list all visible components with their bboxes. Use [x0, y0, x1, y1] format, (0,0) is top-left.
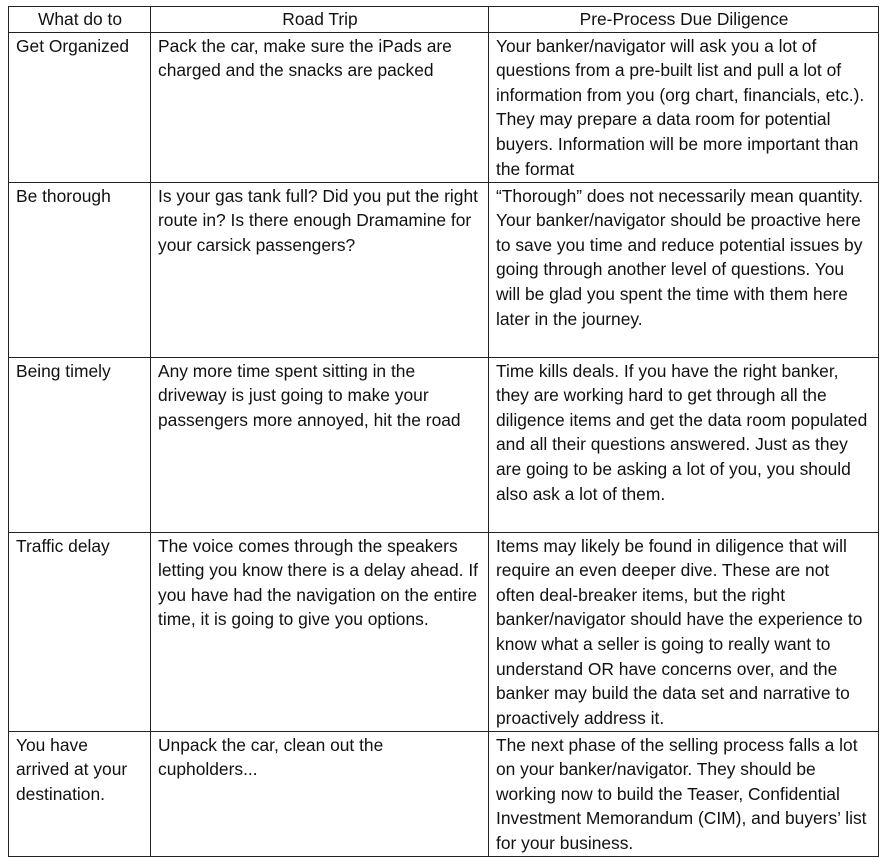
cell-diligence: The next phase of the selling process falls a lot on your banker/navigator. They should be working now to build the Teaser, Confidential Investment Memorandum (CIM), and buyers’ list for your business. — [489, 731, 879, 856]
cell-diligence: “Thorough” does not necessarily mean quantity. Your banker/navigator should be proactive here to save you time and reduce potential issues by going through another level of questions. You will be glad you spent the time with them here later in the journey. — [489, 182, 879, 357]
comparison-table — [8, 6, 879, 857]
cell-what: Being timely — [9, 357, 151, 532]
header-what-do-to: What do to — [9, 7, 151, 33]
cell-what: Traffic delay — [9, 532, 151, 731]
cell-what: Be thorough — [9, 182, 151, 357]
table-header-row — [9, 7, 879, 33]
comparison-table-container — [8, 6, 879, 857]
table-row — [9, 182, 879, 357]
header-road-trip: Road Trip — [151, 7, 489, 33]
cell-diligence: Time kills deals. If you have the right banker, they are working hard to get through all the diligence items and get the data room populated and all their questions answered. Just as they are going to be asking a lot of you, you should also ask a lot of them. — [489, 357, 879, 532]
table-row — [9, 731, 879, 856]
table-row — [9, 532, 879, 731]
header-pre-process-due-diligence: Pre-Process Due Diligence — [489, 7, 879, 33]
cell-diligence: Your banker/navigator will ask you a lot of questions from a pre-built list and pull a lot of information from you (org chart, financials, etc.). They may prepare a data room for potential buyers. Information will be more important than the format — [489, 32, 879, 182]
cell-what: Get Organized — [9, 32, 151, 182]
cell-road-trip: Any more time spent sitting in the driveway is just going to make your passengers more annoyed, hit the road — [151, 357, 489, 532]
cell-road-trip: The voice comes through the speakers letting you know there is a delay ahead. If you have had the navigation on the entire time, it is going to give you options. — [151, 532, 489, 731]
table-row — [9, 357, 879, 532]
table-row — [9, 32, 879, 182]
cell-diligence: Items may likely be found in diligence that will require an even deeper dive. These are not often deal-breaker items, but the right banker/navigator should have the experience to know what a seller is going to really want to understand OR have concerns over, and the banker may build the data set and narrative to proactively address it. — [489, 532, 879, 731]
cell-road-trip: Pack the car, make sure the iPads are charged and the snacks are packed — [151, 32, 489, 182]
cell-road-trip: Unpack the car, clean out the cupholders... — [151, 731, 489, 856]
cell-what: You have arrived at your destination. — [9, 731, 151, 856]
cell-road-trip: Is your gas tank full? Did you put the right route in? Is there enough Dramamine for your carsick passengers? — [151, 182, 489, 357]
